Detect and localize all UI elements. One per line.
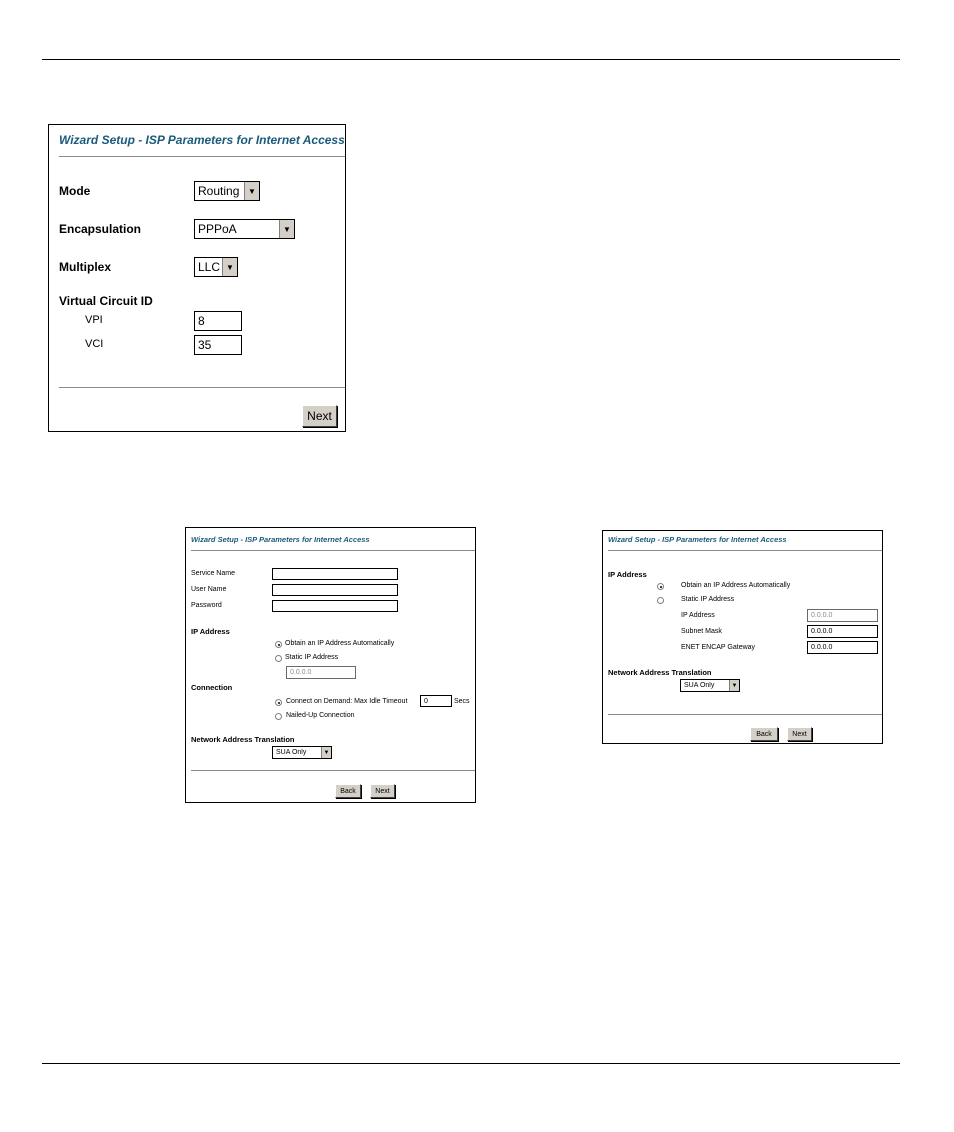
connect-on-demand-radio[interactable] (275, 699, 282, 706)
chevron-down-icon: ▼ (222, 258, 237, 276)
multiplex-label: Multiplex (59, 260, 112, 274)
vc-heading: Virtual Circuit ID (59, 294, 153, 308)
ip-static-radio[interactable] (275, 655, 282, 662)
header-rule (42, 59, 900, 60)
idle-timeout-input[interactable]: 0 (420, 695, 452, 707)
wizard-panel-atm (48, 124, 346, 432)
nat-heading: Network Address Translation (608, 668, 712, 677)
wizard-panel-pppoa (185, 527, 476, 803)
ip-auto-label: Obtain an IP Address Automatically (285, 640, 395, 647)
connection-heading: Connection (191, 683, 233, 692)
nat-heading: Network Address Translation (191, 735, 295, 744)
service-name-label: Service Name (191, 570, 235, 577)
subnet-mask-label: Subnet Mask (681, 628, 722, 635)
ip-static-label: Static IP Address (285, 654, 339, 661)
wizard-panel-enet (602, 530, 883, 744)
ip-static-radio[interactable] (657, 597, 664, 604)
mode-select[interactable] (194, 181, 260, 201)
chevron-down-icon: ▼ (729, 680, 739, 691)
panel-title: Wizard Setup - ISP Parameters for Internet Access (191, 535, 370, 544)
vpi-label: VPI (85, 314, 103, 326)
chevron-down-icon: ▼ (279, 220, 294, 238)
ip-auto-label: Obtain an IP Address Automatically (681, 582, 791, 589)
user-name-label: User Name (191, 586, 227, 593)
encapsulation-label: Encapsulation (59, 222, 142, 236)
panel-title: Wizard Setup - ISP Parameters for Internet Access (608, 535, 787, 544)
nat-select-value: SUA Only (276, 749, 307, 756)
vpi-input[interactable]: 8 (194, 311, 242, 331)
encapsulation-select-value: PPPoA (198, 222, 237, 236)
next-button[interactable]: Next (370, 784, 395, 798)
title-divider (59, 156, 345, 157)
radio-selected-dot (278, 702, 280, 704)
mode-label: Mode (59, 184, 91, 198)
radio-selected-dot (660, 586, 662, 588)
subnet-mask-input[interactable]: 0.0.0.0 (807, 625, 878, 638)
password-label: Password (191, 602, 222, 609)
nat-select[interactable] (272, 746, 332, 759)
secs-unit-label: Secs (454, 698, 470, 705)
panel-title: Wizard Setup - ISP Parameters for Internet Access (59, 133, 345, 147)
ip-auto-radio[interactable] (657, 583, 664, 590)
mode-select-value: Routing (198, 184, 240, 198)
chevron-down-icon: ▼ (244, 182, 259, 200)
back-button[interactable]: Back (750, 727, 778, 741)
ip-address-input[interactable]: 0.0.0.0 (807, 609, 878, 622)
encapsulation-select[interactable] (194, 219, 295, 239)
back-button[interactable]: Back (335, 784, 361, 798)
next-button[interactable]: Next (302, 405, 337, 427)
password-input[interactable] (272, 600, 398, 612)
footer-rule (42, 1063, 900, 1064)
user-name-input[interactable] (272, 584, 398, 596)
vci-input[interactable]: 35 (194, 335, 242, 355)
ip-address-heading: IP Address (608, 570, 647, 579)
nailed-up-radio[interactable] (275, 713, 282, 720)
ip-address-heading: IP Address (191, 627, 230, 636)
multiplex-select[interactable] (194, 257, 238, 277)
vci-label: VCI (85, 338, 104, 350)
multiplex-select-value: LLC (198, 260, 221, 274)
nailed-up-label: Nailed-Up Connection (286, 712, 355, 719)
ip-auto-radio[interactable] (275, 641, 282, 648)
chevron-down-icon: ▼ (321, 747, 331, 758)
nat-select-value: SUA Only (684, 682, 715, 689)
footer-divider (608, 714, 882, 715)
ip-static-label: Static IP Address (681, 596, 735, 603)
radio-selected-dot (278, 644, 280, 646)
title-divider (191, 550, 475, 551)
nat-select[interactable] (680, 679, 740, 692)
title-divider (608, 550, 882, 551)
gateway-label: ENET ENCAP Gateway (681, 644, 756, 651)
footer-divider (191, 770, 475, 771)
gateway-input[interactable]: 0.0.0.0 (807, 641, 878, 654)
static-ip-input[interactable]: 0.0.0.0 (286, 666, 356, 679)
footer-divider (59, 387, 345, 388)
ip-address-label: IP Address (681, 612, 715, 619)
next-button[interactable]: Next (787, 727, 812, 741)
connect-on-demand-label: Connect on Demand: Max Idle Timeout (286, 698, 408, 705)
service-name-input[interactable] (272, 568, 398, 580)
